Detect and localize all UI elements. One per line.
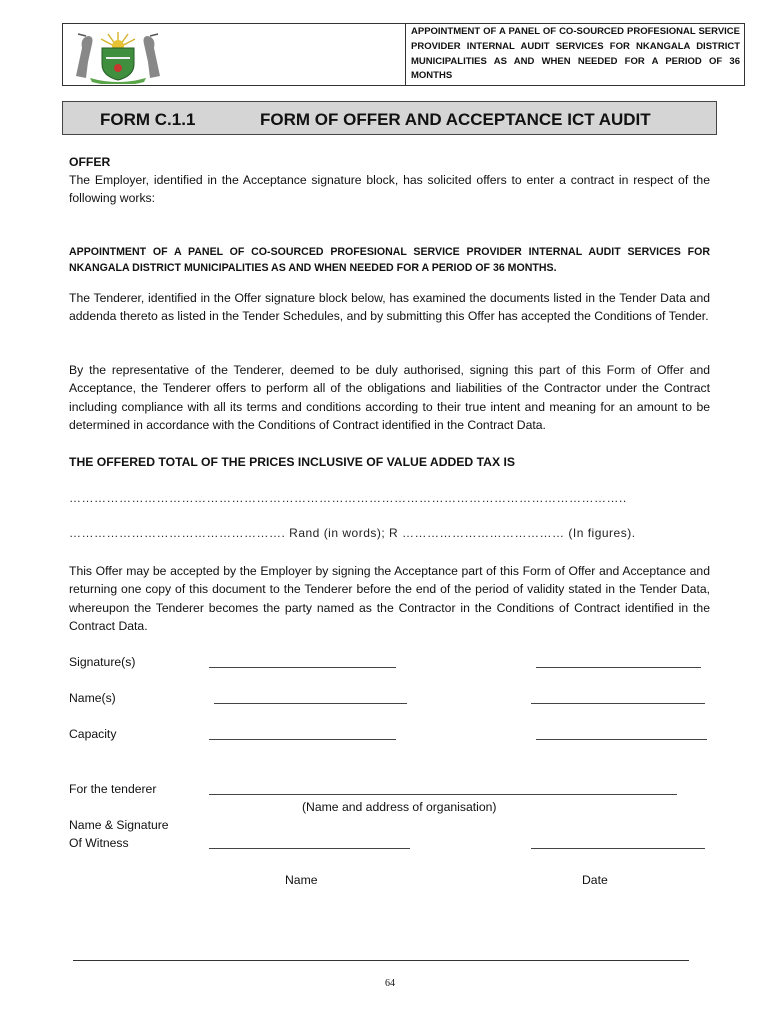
page-number: 64 — [385, 978, 395, 989]
form-code: FORM C.1.1 — [100, 110, 196, 129]
header-title: APPOINTMENT OF A PANEL OF CO-SOURCED PROFESIONAL SERVICE PROVIDER INTERNAL AUDIT SERVICES FOR NKANGALA DISTRICT MUNICIPALITIES AS AND WHEN NEEDED FOR A PERIOD OF 36 MONTHS — [411, 26, 740, 82]
name-line-2[interactable] — [531, 703, 705, 704]
organisation-line[interactable] — [209, 794, 677, 795]
names-label: Name(s) — [69, 691, 116, 705]
name-line-1[interactable] — [214, 703, 407, 704]
offer-paragraph-2: By the representative of the Tenderer, deemed to be duly authorised, signing this part of this Form of Offer and Acceptance, the Tenderer offers to perform all of the obligations and liabilities of the Contractor under the Contract including compliance with all its terms and conditions according to their true intent and meaning for an amount to be determined in accordance with the Conditions of Contract identified in the Contract Data. — [69, 363, 710, 432]
witness-label-line-1: Name & Signature — [69, 818, 169, 832]
witness-name-line[interactable] — [209, 848, 410, 849]
organisation-caption: (Name and address of organisation) — [302, 800, 497, 814]
signature-line-2[interactable] — [536, 667, 701, 668]
signature-line-1[interactable] — [209, 667, 396, 668]
signatures-label: Signature(s) — [69, 655, 136, 669]
offer-intro: The Employer, identified in the Acceptance signature block, has solicited offers to enter a contract in respect of the following works: — [69, 173, 710, 206]
amount-in-words-and-figures[interactable]: ……………………………………………. Rand (in words); R ………………………………… (In figures). — [69, 526, 636, 540]
header-divider — [405, 23, 406, 86]
amount-dotted-line[interactable]: …………………………………………………………………………………………………………………….. — [69, 491, 627, 505]
capacity-label: Capacity — [69, 727, 117, 741]
tenderer-label: For the tenderer — [69, 782, 157, 796]
works-title: APPOINTMENT OF A PANEL OF CO-SOURCED PROFESIONAL SERVICE PROVIDER INTERNAL AUDIT SERVICES FOR NKANGALA DISTRICT MUNICIPALITIES AS AND WHEN NEEDED FOR A PERIOD OF 36 MONTHS. — [69, 246, 710, 274]
capacity-line-2[interactable] — [536, 739, 707, 740]
offer-paragraph-1: The Tenderer, identified in the Offer signature block below, has examined the documents listed in the Tender Data and addenda thereto as listed in the Tender Schedules, and by submitting this Offer has accepted the Conditions of Tender. — [69, 291, 710, 324]
offer-heading: OFFER — [69, 155, 111, 169]
witness-date-line[interactable] — [531, 848, 705, 849]
footer-rule — [73, 960, 689, 961]
offer-paragraph-3: This Offer may be accepted by the Employer by signing the Acceptance part of this Form of Offer and Acceptance and returning one copy of this document to the Tenderer before the end of the period of validity stated in the Tender Data, whereupon the Tenderer becomes the party named as the Contractor in the Conditions of Contract identified in the Contract Data. — [69, 564, 710, 633]
witness-label-line-2: Of Witness — [69, 836, 129, 850]
municipal-coat-of-arms-logo — [68, 26, 168, 84]
capacity-line-1[interactable] — [209, 739, 396, 740]
witness-date-caption: Date — [582, 873, 608, 887]
form-title: FORM OF OFFER AND ACCEPTANCE ICT AUDIT — [260, 110, 651, 129]
offered-total-heading: THE OFFERED TOTAL OF THE PRICES INCLUSIVE OF VALUE ADDED TAX IS — [69, 455, 515, 469]
witness-name-caption: Name — [285, 873, 318, 887]
